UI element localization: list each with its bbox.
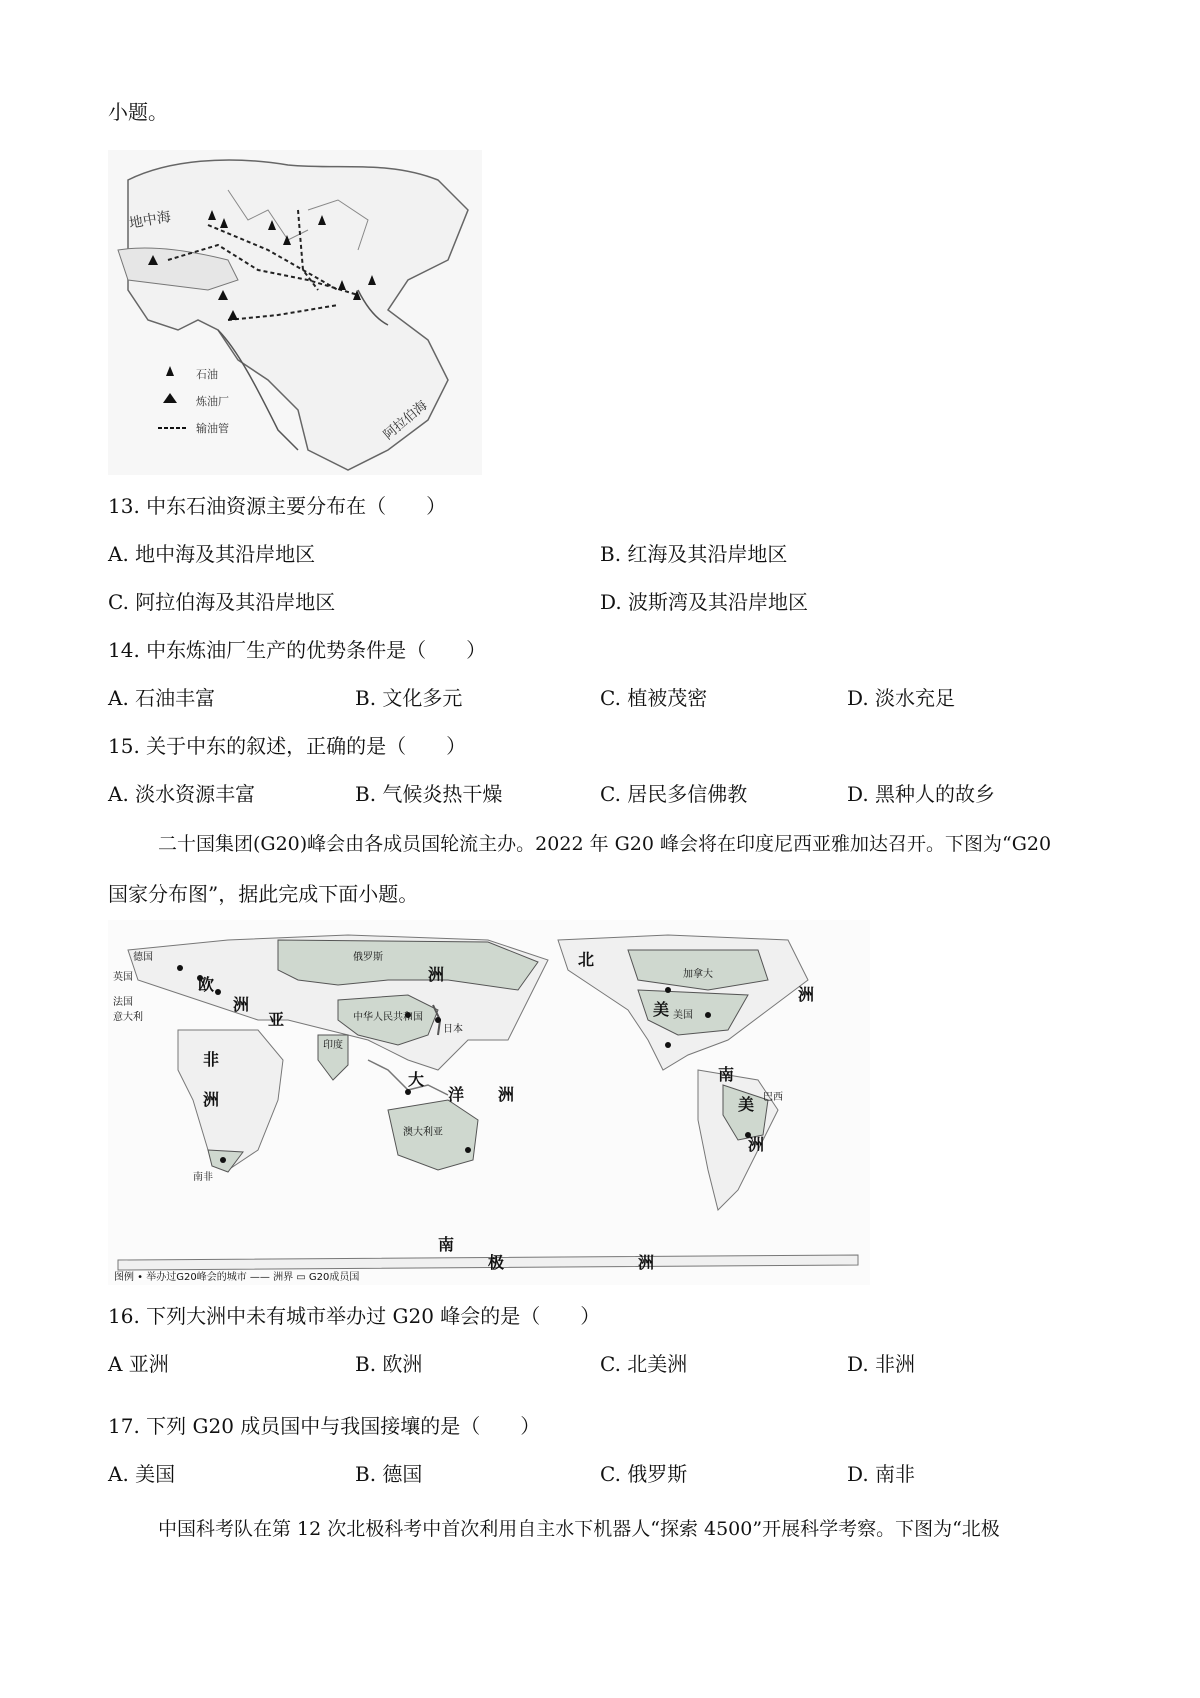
- country-label: 中华人民共和国: [353, 1012, 423, 1023]
- q15-option-c[interactable]: C. 居民多信佛教: [600, 782, 748, 806]
- q16-stem: 16. 下列大洲中未有城市举办过 G20 峰会的是（ ）: [108, 1304, 601, 1328]
- intro-tail: 小题。: [108, 100, 168, 124]
- q13-option-d[interactable]: D. 波斯湾及其沿岸地区: [600, 590, 809, 614]
- q17-option-c[interactable]: C. 俄罗斯: [600, 1462, 688, 1486]
- country-label: 加拿大: [683, 969, 713, 980]
- q13-option-c[interactable]: C. 阿拉伯海及其沿岸地区: [108, 590, 336, 614]
- q14-option-b[interactable]: B. 文化多元: [355, 686, 463, 710]
- country-label: 印度: [323, 1040, 343, 1051]
- country-label: 澳大利亚: [403, 1127, 443, 1138]
- continent-label: 美: [738, 1095, 755, 1114]
- q13-stem: 13. 中东石油资源主要分布在（ ）: [108, 494, 447, 518]
- country-label: 英国: [113, 972, 133, 983]
- continent-label: 洋: [448, 1085, 465, 1104]
- country-label: 意大利: [113, 1012, 143, 1023]
- q15-stem: 15. 关于中东的叙述，正确的是（ ）: [108, 734, 467, 758]
- country-label: 巴西: [763, 1092, 783, 1103]
- continent-label: 极: [488, 1253, 505, 1272]
- continent-label: 欧: [198, 975, 215, 994]
- q17-stem: 17. 下列 G20 成员国中与我国接壤的是（ ）: [108, 1414, 541, 1438]
- q17-option-d[interactable]: D. 南非: [847, 1462, 916, 1486]
- g20-intro-line2: 国家分布图”，据此完成下面小题。: [108, 882, 419, 906]
- middle-east-map: [108, 150, 482, 475]
- continent-label: 亚: [268, 1010, 285, 1029]
- continent-label: 洲: [798, 985, 815, 1004]
- q14-option-c[interactable]: C. 植被茂密: [600, 686, 708, 710]
- country-label: 南非: [193, 1172, 213, 1183]
- q15-option-a[interactable]: A. 淡水资源丰富: [108, 782, 256, 806]
- continent-label: 洲: [748, 1135, 765, 1154]
- q13-option-b[interactable]: B. 红海及其沿岸地区: [600, 542, 788, 566]
- q17-option-a[interactable]: A. 美国: [108, 1462, 176, 1486]
- country-label: 美国: [673, 1010, 693, 1021]
- continent-label: 洲: [233, 995, 250, 1014]
- label-arabian-sea: 阿拉伯海: [380, 398, 431, 444]
- world-map-legend: 图例 • 举办过G20峰会的城市 —— 洲界 ▭ G20成员国: [114, 1272, 360, 1283]
- svg-text:石油: 石油: [196, 368, 218, 381]
- q16-option-a[interactable]: A 亚洲: [108, 1352, 169, 1376]
- g20-intro-line1: 二十国集团(G20)峰会由各成员国轮流主办。2022 年 G20 峰会将在印度尼西亚雅加达召开。下图为“G20: [158, 833, 1052, 855]
- country-label: 德国: [133, 952, 153, 963]
- continent-label: 南: [438, 1235, 455, 1254]
- q16-option-c[interactable]: C. 北美洲: [600, 1352, 688, 1376]
- q14-option-d[interactable]: D. 淡水充足: [847, 686, 956, 710]
- q13-option-a[interactable]: A. 地中海及其沿岸地区: [108, 542, 316, 566]
- label-mediterranean: 地中海: [127, 208, 173, 232]
- q15-option-b[interactable]: B. 气候炎热干燥: [355, 782, 503, 806]
- svg-text:炼油厂: 炼油厂: [196, 395, 229, 408]
- arctic-intro-line1: 中国科考队在第 12 次北极科考中首次利用自主水下机器人“探索 4500”开展科学考察。下图为“北极: [158, 1518, 1000, 1540]
- svg-text:输油管: 输油管: [196, 422, 229, 435]
- q15-option-d[interactable]: D. 黑种人的故乡: [847, 782, 996, 806]
- continent-label: 大: [408, 1070, 425, 1089]
- continent-label: 洲: [203, 1090, 220, 1109]
- q14-stem: 14. 中东炼油厂生产的优势条件是（ ）: [108, 638, 487, 662]
- continent-label: 非: [203, 1050, 220, 1069]
- q17-option-b[interactable]: B. 德国: [355, 1462, 423, 1486]
- continent-label: 南: [718, 1065, 735, 1084]
- country-label: 日本: [443, 1024, 463, 1035]
- continent-label: 北: [578, 950, 595, 969]
- g20-world-map: [108, 920, 870, 1285]
- continent-label: 洲: [638, 1253, 655, 1272]
- country-label: 法国: [113, 997, 133, 1008]
- continent-label: 洲: [428, 965, 445, 984]
- q16-option-d[interactable]: D. 非洲: [847, 1352, 916, 1376]
- q14-option-a[interactable]: A. 石油丰富: [108, 686, 216, 710]
- country-label: 俄罗斯: [353, 952, 383, 963]
- continent-label: 美: [653, 1000, 670, 1019]
- continent-label: 洲: [498, 1085, 515, 1104]
- q16-option-b[interactable]: B. 欧洲: [355, 1352, 423, 1376]
